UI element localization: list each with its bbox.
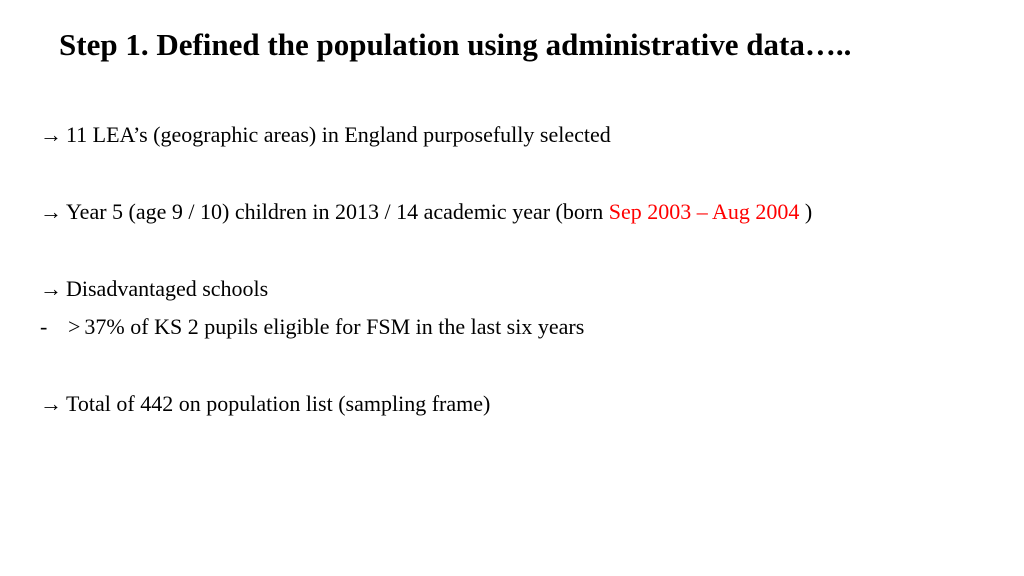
birth-date-range-highlight: Sep 2003 – Aug 2004 [608, 199, 800, 224]
sub-bullet-fsm-text: 37% of KS 2 pupils eligible for FSM in the last six years [84, 314, 585, 339]
right-arrow-icon: → [40, 391, 62, 416]
bullet-year-5-close: ) [799, 199, 813, 224]
bullet-year-5-children [40, 199, 812, 225]
bullet-disadvantaged-text: Disadvantaged schools [66, 276, 269, 301]
right-arrow-icon: → [40, 199, 62, 224]
dash-marker: - [40, 314, 48, 339]
bullet-year-5-text: Year 5 (age 9 / 10) children in 2013 / 14 academic year (born [66, 199, 609, 224]
right-arrow-icon: → [40, 122, 62, 147]
bullet-lea-text: 11 LEA’s (geographic areas) in England purposefully selected [66, 122, 611, 147]
bullet-disadvantaged-schools [40, 276, 268, 302]
sub-bullet-fsm-criterion [40, 314, 584, 340]
bullet-lea-selection [40, 122, 611, 148]
bullet-population-total [40, 391, 490, 417]
bullet-population-text: Total of 442 on population list (sampling frame) [66, 391, 491, 416]
slide-title: Step 1. Defined the population using administrative data….. [59, 27, 852, 62]
greater-than-symbol: > [68, 314, 81, 339]
right-arrow-icon: → [40, 276, 62, 301]
